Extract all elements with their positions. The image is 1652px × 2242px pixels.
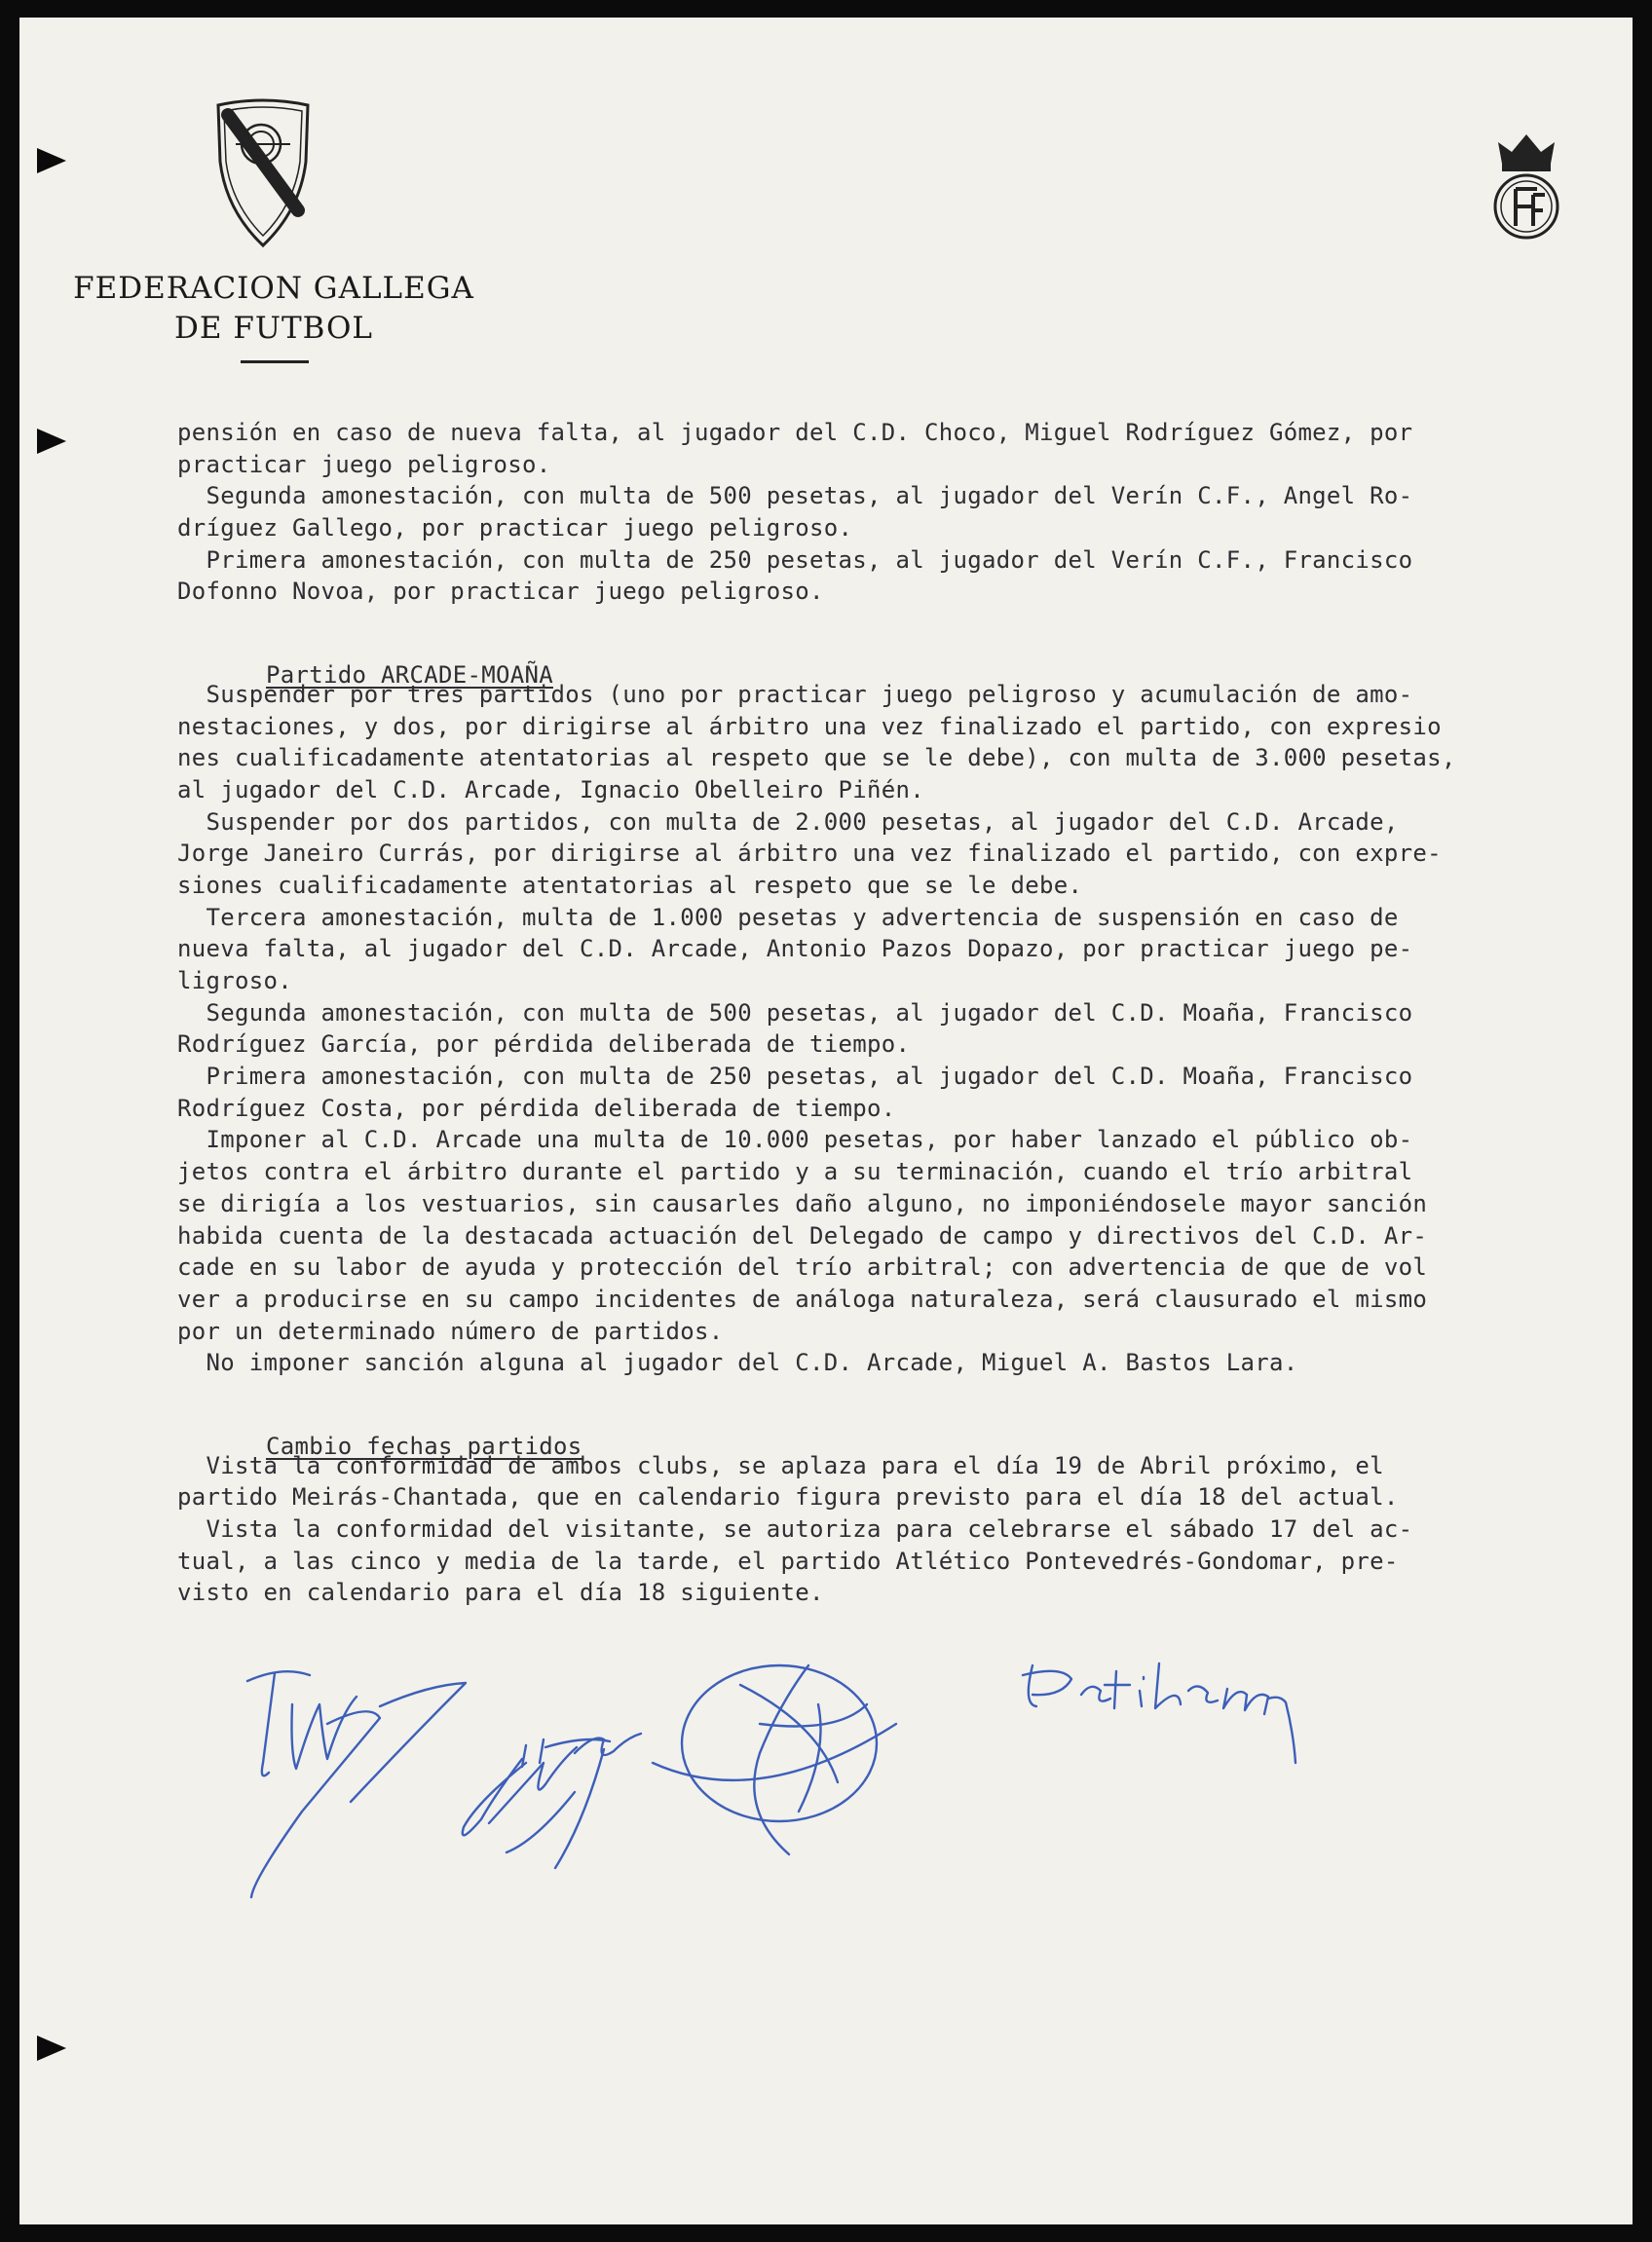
text-line: tual, a las cinco y media de la tarde, el partido Atlético Pontevedrés-Gondomar, pre- [177, 1547, 1399, 1575]
text-line: ligroso. [177, 967, 292, 994]
text-line: partido Meirás-Chantada, que en calendario figura previsto para el día 18 del actual. [177, 1483, 1399, 1512]
federation-name-line2: DE FUTBOL [173, 311, 373, 346]
text-line: nes cualificadamente atentatorias al respeto que se le debe), con multa de 3.000 pesetas, [177, 744, 1456, 772]
text-line: Rodríguez Costa, por pérdida deliberada de tiempo. [177, 1094, 896, 1122]
text-line: Primera amonestación, con multa de 250 pesetas, al jugador del Verín C.F., Francisco [177, 545, 1413, 574]
text-line: practicar juego peligroso. [177, 450, 551, 478]
cambio-fechas-paragraph [177, 1450, 1629, 1609]
federacion-gallega-shield-icon [212, 93, 314, 249]
arcade-moana-paragraph [177, 679, 1629, 1379]
signature-3 [653, 1665, 896, 1854]
text-line: Dofonno Novoa, por practicar juego peligroso. [177, 578, 824, 606]
punch-hole [37, 2036, 66, 2061]
federation-name-line1: FEDERACION GALLEGA [73, 271, 474, 306]
text-line: Segunda amonestación, con multa de 500 pesetas, al jugador del C.D. Moaña, Francisco [177, 998, 1413, 1027]
signature-4 [1023, 1663, 1295, 1763]
text-line: No imponer sanción alguna al jugador del C.D. Arcade, Miguel A. Bastos Lara. [177, 1349, 1298, 1377]
text-line: nueva falta, al jugador del C.D. Arcade, Antonio Pazos Dopazo, por practicar juego pe- [177, 935, 1413, 963]
text-line: Suspender por tres partidos (uno por practicar juego peligroso y acumulación de amo- [177, 680, 1413, 708]
text-line: se dirigía a los vestuarios, sin causarles daño alguno, no imponiéndosele mayor sanción [177, 1189, 1428, 1217]
punch-hole [37, 429, 66, 454]
handwritten-signatures [234, 1646, 1442, 1958]
section-heading-arcade-moana: Partido ARCADE-MOAÑA [266, 660, 553, 689]
text-line: pensión en caso de nueva falta, al jugador del C.D. Choco, Miguel Rodríguez Gómez, por [177, 419, 1413, 446]
signature-1 [247, 1671, 466, 1897]
letterhead-rule [241, 360, 309, 363]
text-line: ver a producirse en su campo incidentes de análoga naturaleza, será clausurado el mismo [177, 1285, 1428, 1313]
text-line: visto en calendario para el día 18 siguiente. [177, 1579, 824, 1607]
text-line: Primera amonestación, con multa de 250 pesetas, al jugador del C.D. Moaña, Francisco [177, 1063, 1413, 1091]
text-line: Rodríguez García, por pérdida deliberada de tiempo. [177, 1030, 911, 1059]
signature-2 [463, 1734, 641, 1868]
document-body [177, 417, 1629, 1609]
text-line: siones cualificadamente atentatorias al respeto que se le debe. [177, 871, 1083, 899]
text-line: jetos contra el árbitro durante el partido y a su terminación, cuando el trío arbitral [177, 1158, 1413, 1186]
text-line: Suspender por dos partidos, con multa de 2.000 pesetas, al jugador del C.D. Arcade, [177, 807, 1399, 836]
text-line: por un determinado número de partidos. [177, 1317, 724, 1345]
punch-hole [37, 148, 66, 173]
section-heading-cambio-fechas: Cambio fechas partidos [266, 1432, 582, 1460]
federation-name [64, 269, 483, 349]
text-line: Tercera amonestación, multa de 1.000 pesetas y advertencia de suspensión en caso de [177, 903, 1399, 931]
text-line: al jugador del C.D. Arcade, Ignacio Obelleiro Piñén. [177, 775, 924, 803]
text-line: habida cuenta de la destacada actuación del Delegado de campo y directivos del C.D. Ar- [177, 1221, 1428, 1250]
text-line: cade en su labor de ayuda y protección del trío arbitral; con advertencia de que de vol [177, 1253, 1428, 1282]
text-line: dríguez Gallego, por practicar juego peligroso. [177, 514, 853, 542]
text-line: Segunda amonestación, con multa de 500 pesetas, al jugador del Verín C.F., Angel Ro- [177, 482, 1413, 510]
text-line: Jorge Janeiro Currás, por dirigirse al árbitro una vez finalizado el partido, con expre- [177, 840, 1442, 868]
text-line: Vista la conformidad del visitante, se autoriza para celebrarse el sábado 17 del ac- [177, 1515, 1413, 1543]
crowned-rfef-crest-icon [1488, 129, 1564, 243]
sanctions-paragraph [177, 417, 1629, 608]
text-line: nestaciones, y dos, por dirigirse al árbitro una vez finalizado el partido, con expresio [177, 712, 1442, 740]
text-line: Imponer al C.D. Arcade una multa de 10.000 pesetas, por haber lanzado el público ob- [177, 1126, 1413, 1154]
text-line: Vista la conformidad de ambos clubs, se aplaza para el día 19 de Abril próximo, el [177, 1451, 1384, 1479]
